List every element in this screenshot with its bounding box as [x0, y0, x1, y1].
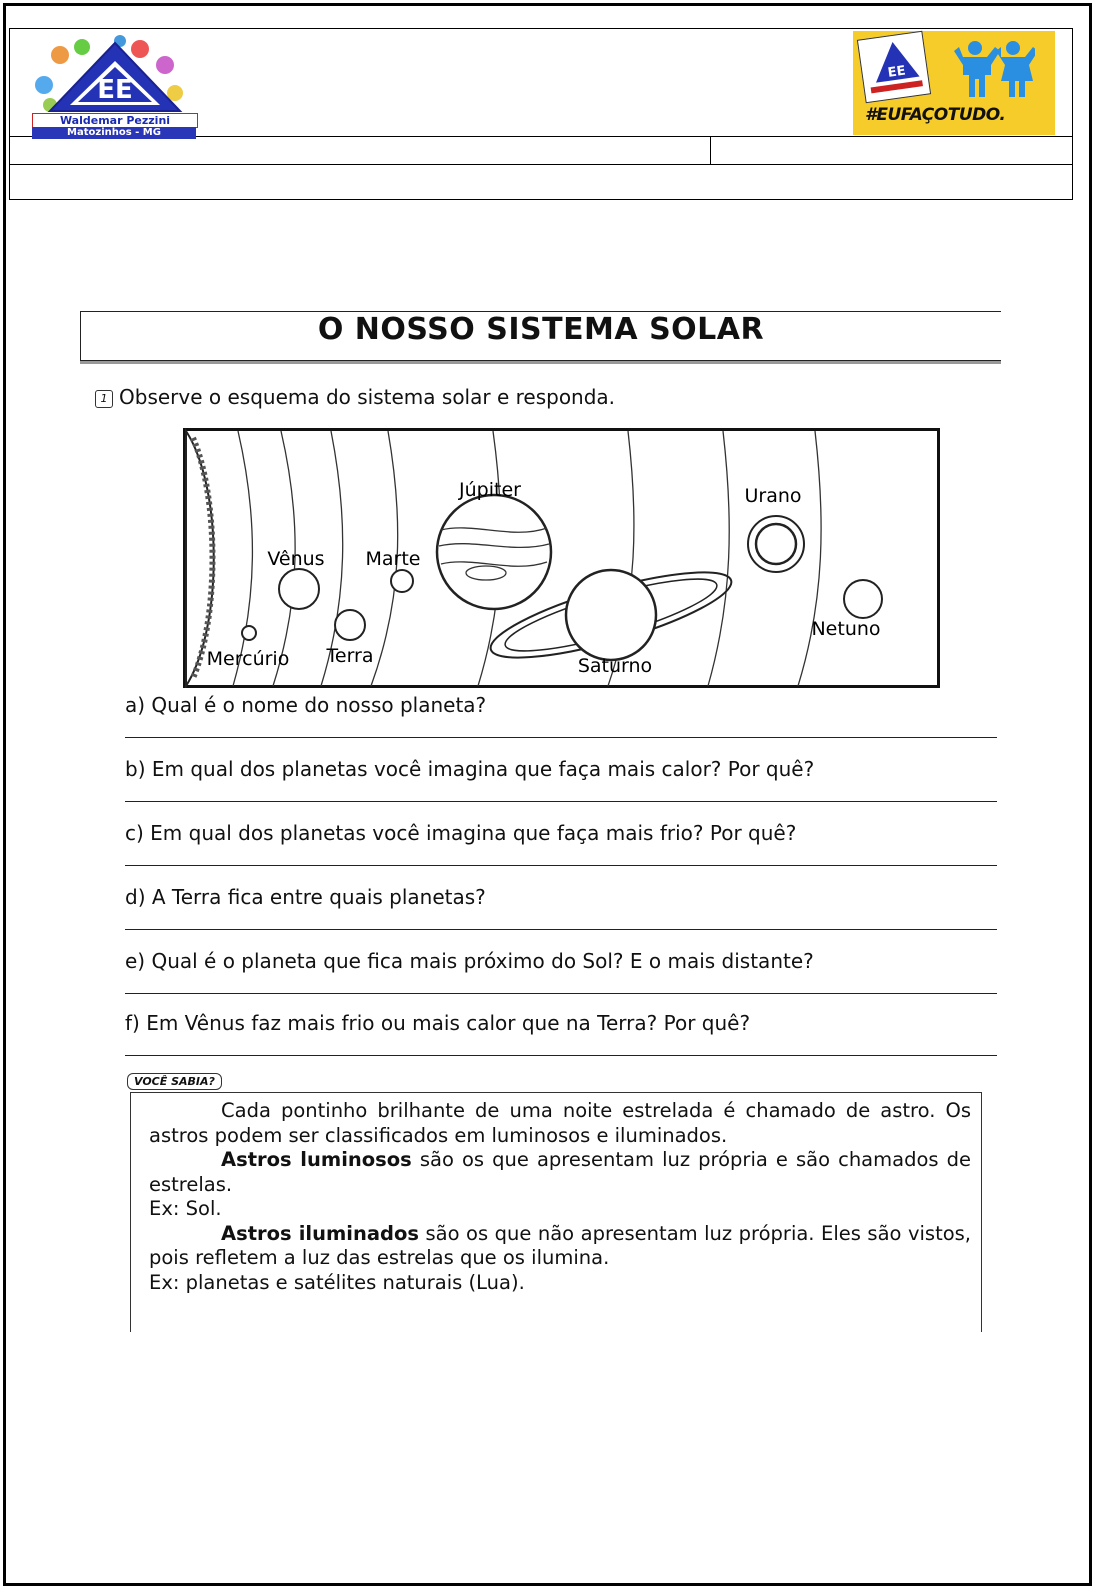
school-logo-graphic [20, 35, 200, 115]
worksheet [70, 305, 1000, 1325]
mercurio-label: Mercúrio [206, 648, 290, 670]
voce-sabia-label: VOCÊ SABIA? [127, 1073, 222, 1090]
school-name: Waldemar Pezzini [32, 113, 198, 128]
marte-label: Marte [365, 548, 421, 570]
saturno-planet [566, 570, 656, 660]
terra-planet [335, 610, 365, 640]
instruction [95, 385, 615, 409]
solar-system-diagram [183, 428, 940, 688]
campaign-badge [853, 31, 1055, 135]
title-box [80, 311, 1001, 361]
school-city: Matozinhos - MG [32, 127, 196, 139]
question-d-text: d) A Terra fica entre quais planetas? [125, 885, 486, 909]
mercurio-planet [242, 626, 256, 640]
svg-text:EE: EE [97, 75, 133, 105]
question-c-text: c) Em qual dos planetas você imagina que faça mais frio? Por quê? [125, 821, 797, 845]
solar-system-svg [183, 428, 940, 688]
instruction-text: Observe o esquema do sistema solar e responda. [119, 385, 616, 409]
badge-school-emblem [857, 31, 931, 104]
voce-sabia-iluminados [149, 1222, 971, 1271]
urano-planet [756, 524, 796, 564]
luminosos-term: Astros luminosos [221, 1148, 412, 1171]
question-f-text: f) Em Vênus faz mais frio ou mais calor que na Terra? Por quê? [125, 1011, 751, 1035]
answer-line-c[interactable] [125, 865, 997, 866]
school-logo [20, 35, 200, 138]
worksheet-title: O NOSSO SISTEMA SOLAR [317, 312, 765, 347]
header-name-row [10, 136, 1072, 165]
terra-label: Terra [326, 645, 374, 667]
question-a [125, 693, 997, 717]
answer-line-a[interactable] [125, 737, 997, 738]
venus-planet [279, 569, 319, 609]
question-a-text: a) Qual é o nome do nosso planeta? [125, 693, 487, 717]
badge-emblem-graphic [858, 32, 930, 102]
voce-sabia-p1 [149, 1099, 971, 1148]
urano-label: Urano [744, 485, 802, 507]
answer-line-d[interactable] [125, 929, 997, 930]
voce-sabia-luminosos [149, 1148, 971, 1197]
saturno-label: Saturno [577, 655, 653, 677]
children-icon [953, 39, 1035, 101]
answer-line-b[interactable] [125, 801, 997, 802]
question-f [125, 1011, 997, 1035]
iluminados-term: Astros iluminados [221, 1221, 419, 1245]
netuno-label: Netuno [811, 618, 881, 640]
question-d [125, 885, 997, 909]
question-e [125, 949, 997, 973]
voce-sabia-p1-text: Cada pontinho brilhante de uma noite estrelada é chamado de astro. Os astros podem ser classificados em luminosos e iluminados. [149, 1099, 971, 1147]
iluminados-text: são os que não apresentam luz própria. Eles são vistos, pois refletem a luz das estrelas que os ilumina. [149, 1221, 972, 1269]
voce-sabia-box [130, 1092, 982, 1332]
venus-label: Vênus [267, 548, 325, 570]
header-table [9, 28, 1073, 200]
voce-sabia-ex1: Ex: Sol. [149, 1197, 222, 1220]
header-logo-row [10, 29, 1072, 137]
netuno-planet [844, 580, 882, 618]
header-row-divider [710, 136, 711, 164]
luminosos-text: são os que apresentam luz própria e são chamados de estrelas. [149, 1148, 971, 1196]
badge-hashtag: #EUFAÇOTUDO. [865, 105, 1006, 125]
svg-text:EE: EE [886, 63, 907, 81]
answer-line-e[interactable] [125, 993, 997, 994]
question-b-text: b) Em qual dos planetas você imagina que faça mais calor? Por quê? [125, 757, 815, 781]
question-c [125, 821, 997, 845]
jupiter-label: Júpiter [459, 479, 521, 501]
answer-line-f[interactable] [125, 1055, 997, 1056]
voce-sabia-ex2: Ex: planetas e satélites naturais (Lua). [149, 1270, 525, 1294]
instruction-number: 1 [95, 390, 113, 408]
marte-planet [391, 570, 413, 592]
jupiter-planet [437, 495, 551, 609]
question-e-text: e) Qual é o planeta que fica mais próximo do Sol? E o mais distante? [125, 949, 814, 973]
question-b [125, 757, 997, 781]
